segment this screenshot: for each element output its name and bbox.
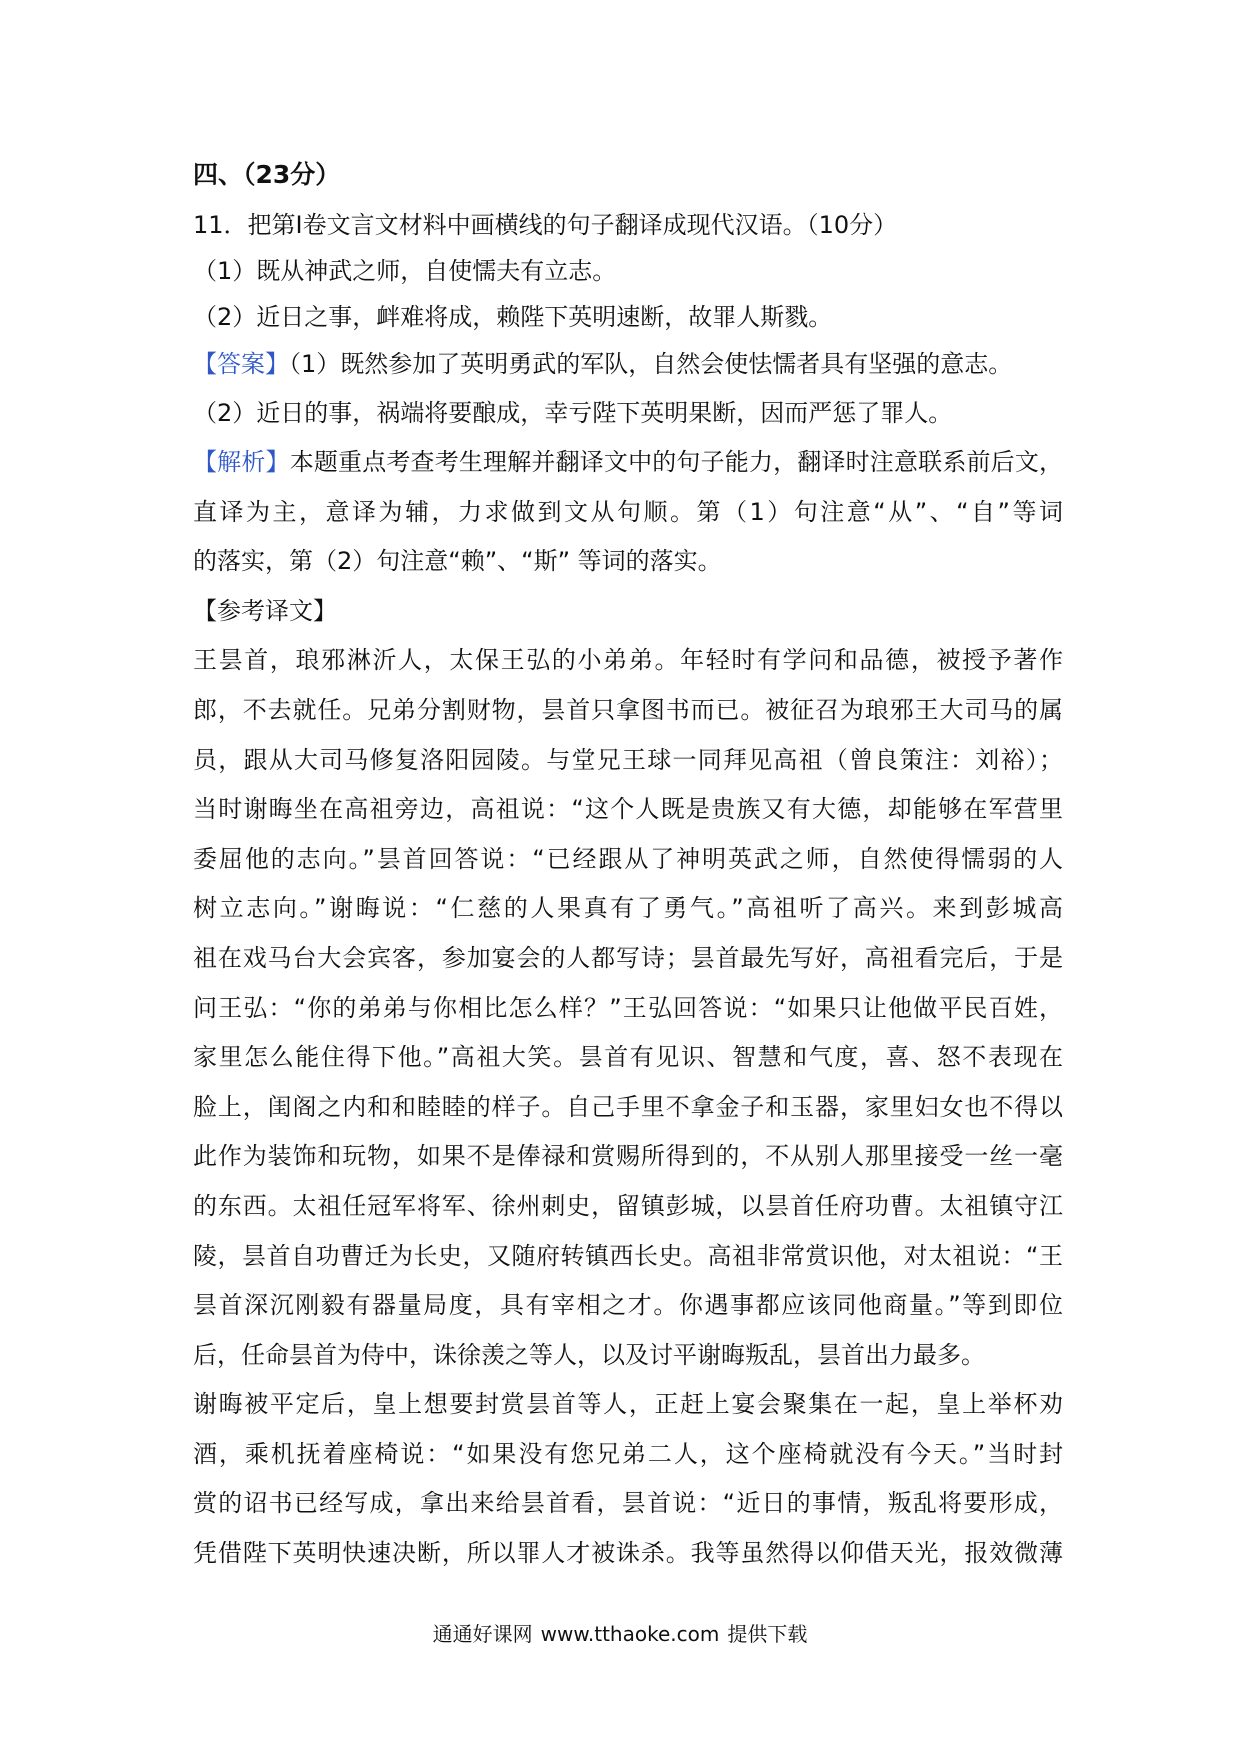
reference-line: 的东西。太祖任冠军将军、徐州刺史，留镇彭城，以昙首任府功曹。太祖镇守江 [193,1191,1063,1220]
reference-line: 树立志向。”谢晦说：“仁慈的人果真有了勇气。”高祖听了高兴。来到彭城高 [193,894,1063,923]
reference-line: 凭借陛下英明快速决断，所以罪人才被诛杀。我等虽然得以仰借天光，报效微薄 [193,1539,1063,1568]
section-heading: 四、（23分） [193,160,341,189]
analysis-line-2: 直译为主，意译为辅，力求做到文从句顺。第（1）句注意“从”、“自”等词 [193,497,1063,526]
reference-line: 陵，昙首自功曹迁为长史，又随府转镇西长史。高祖非常赏识他，对太祖说：“王 [193,1241,1063,1270]
analysis-line-1 [193,438,1063,488]
reference-paragraph-2 [193,1380,1063,1578]
reference-line: 此作为装饰和玩物，如果不是俸禄和赏赐所得到的，不从别人那里接受一丝一毫 [193,1142,1063,1171]
page-content [193,158,1063,1579]
reference-tag: 【参考译文】 [193,596,337,625]
reference-line: 后，任命昙首为侍中，诛徐羡之等人，以及讨平谢晦叛乱，昙首出力最多。 [193,1340,985,1369]
reference-line: 昙首深沉刚毅有器量局度，具有宰相之才。你遇事都应该同他商量。”等到即位 [193,1291,1063,1320]
reference-line: 郎，不去就任。兄弟分割财物，昙首只拿图书而已。被征召为琅邪王大司马的属 [193,695,1063,724]
question-stem: 11．把第Ⅰ卷文言文材料中画横线的句子翻译成现代汉语。（10分） [193,211,898,239]
answer-tag: 【答案】 [193,350,289,378]
reference-line: 王昙首，琅邪淋沂人，太保王弘的小弟弟。年轻时有学问和品德，被授予著作 [193,646,1063,675]
footer-url: www.tthaoke.com [540,1622,720,1646]
analysis-line-3: 的落实，第（2）句注意“赖”、“斯” 等词的落实。 [193,547,722,576]
reference-line: 酒，乘机抚着座椅说：“如果没有您兄弟二人，这个座椅就没有今天。”当时封 [193,1439,1063,1468]
reference-line: 谢晦被平定后，皇上想要封赏昙首等人，正赶上宴会聚集在一起，皇上举杯劝 [193,1390,1063,1419]
reference-line: 当时谢晦坐在高祖旁边，高祖说：“这个人既是贵族又有大德，却能够在军营里 [193,795,1063,824]
reference-paragraph-1 [193,636,1063,1380]
reference-line: 脸上，闺阁之内和和睦睦的样子。自己手里不拿金子和玉器，家里妇女也不得以 [193,1092,1063,1121]
answer-line-2: （2）近日的事，祸端将要酿成，幸亏陛下英明果断，因而严惩了罪人。 [193,399,953,427]
reference-line: 赏的诏书已经写成，拿出来给昙首看，昙首说：“近日的事情，叛乱将要形成， [193,1489,1063,1518]
reference-line: 委屈他的志向。”昙首回答说：“已经跟从了神明英武之师，自然使得懦弱的人 [193,844,1063,873]
question-sub-1: （1）既从神武之师，自使懦夫有立志。 [193,257,617,285]
reference-line: 家里怎么能住得下他。”高祖大笑。昙首有见识、智慧和气度，喜、怒不表现在 [193,1043,1063,1072]
footer-site-name: 通通好课网 [432,1622,533,1646]
analysis-text-1: 本题重点考查考生理解并翻译文中的句子能力，翻译时注意联系前后文， [289,448,1063,476]
analysis-tag: 【解析】 [193,448,290,476]
page-footer [0,1618,1240,1647]
footer-suffix: 提供下载 [727,1622,808,1646]
question-sub-2: （2）近日之事，衅难将成，赖陛下英明速断，故罪人斯戮。 [193,303,833,331]
answer-text-1: （1）既然参加了英明勇武的军队，自然会使怯懦者具有坚强的意志。 [289,350,1013,378]
reference-line: 员，跟从大司马修复洛阳园陵。与堂兄王球一同拜见高祖（曾良策注：刘裕）； [193,745,1063,774]
reference-line: 祖在戏马台大会宾客，参加宴会的人都写诗；昙首最先写好，高祖看完后，于是 [193,943,1063,972]
answer-line-1 [193,340,1063,389]
reference-line: 问王弘：“你的弟弟与你相比怎么样？”王弘回答说：“如果只让他做平民百姓， [193,993,1063,1022]
